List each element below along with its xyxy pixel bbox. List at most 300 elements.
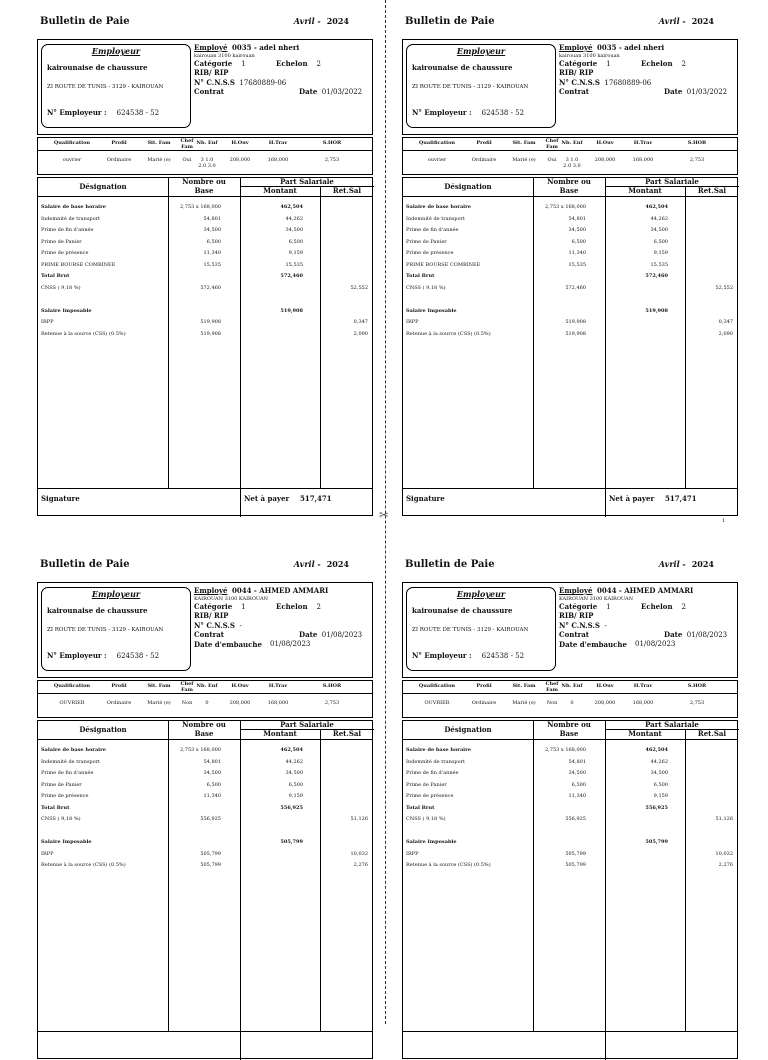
qual-value: 2,753 — [689, 700, 705, 706]
employer-address: ZI ROUTE DE TUNIS - 3129 - KAIROUAN — [47, 84, 164, 90]
employee-echelon: 2 — [681, 59, 686, 68]
pay-line-ret: 0,347 — [718, 319, 733, 325]
qual-value: OUVRIER — [424, 700, 450, 706]
pay-line-label: Total Brut — [406, 804, 435, 811]
qual-value: 208,000 — [229, 700, 251, 706]
pay-line-label: Retenue à la source (CSS) (0.5%) — [406, 862, 491, 868]
pay-line — [41, 250, 371, 258]
pay-line-label: PRIME BOURSE COMBINEE — [41, 261, 116, 268]
employer-label: Employeur — [91, 589, 141, 599]
pay-line-label: Prime de Panier — [406, 781, 447, 788]
pay-line-base: 54,801 — [568, 758, 586, 765]
employee-category: 1 — [606, 59, 611, 68]
qual-header: H.Ouv — [231, 140, 249, 146]
pay-line-label: Indemnité de transport — [406, 215, 465, 222]
pay-line-label: IRPP — [41, 850, 54, 857]
pay-line-montant: 15,535 — [285, 261, 303, 268]
signature-label: Signature — [41, 494, 80, 503]
employer-number: N° Employeur : 624538 - 52 — [47, 108, 160, 117]
pay-line-base: 34,500 — [568, 770, 586, 776]
pay-line — [41, 828, 371, 836]
qual-header: Profil — [476, 683, 492, 689]
qual-value: Oui — [182, 157, 192, 163]
pay-line — [406, 250, 736, 258]
pay-line-montant: 15,535 — [650, 261, 668, 268]
employer-number: N° Employeur : 624538 - 52 — [47, 651, 160, 660]
pay-line-label: IRPP — [41, 319, 54, 325]
col-designation: Désignation — [444, 725, 492, 734]
pay-line-base: 54,801 — [203, 215, 221, 222]
employee-address: KAIROUAN 3100 KAIROUAN — [194, 595, 268, 602]
employee-address: kairouan 3100 kairouan — [559, 52, 620, 59]
col-nombre: Nombre ou — [182, 720, 226, 729]
pay-line-base: 54,801 — [203, 758, 221, 765]
net-label: Net à payer — [609, 494, 655, 503]
pay-line-montant: 462,504 — [280, 204, 303, 210]
employee-echelon: 2 — [316, 59, 321, 68]
employer-address: ZI ROUTE DE TUNIS - 3129 - KAIROUAN — [412, 627, 529, 633]
pay-line-base: 34,500 — [203, 770, 221, 776]
payslip — [402, 12, 738, 512]
pay-line-ret: 52,552 — [715, 284, 733, 291]
pay-line — [41, 782, 371, 790]
pay-line-label: Salaire de base horaire — [406, 747, 471, 753]
col-designation: Désignation — [79, 182, 127, 191]
pay-line — [406, 816, 736, 824]
pay-line-label: Salaire de base horaire — [406, 204, 471, 210]
col-designation: Désignation — [444, 182, 492, 191]
employee-cnss: 17680889-06 — [239, 78, 287, 87]
pay-line-ret: 2,090 — [718, 330, 733, 337]
qual-header: Sit. Fam — [512, 683, 536, 689]
pay-line-ret: 0,347 — [353, 319, 368, 325]
employee-info: Employé 0035 - adel nheri kairouan 3100 kairouan Catégorie 1 Echelon 2 RIB/ RIP N° C.N.S.S 17680889-06 Contrat Date 01/03/2022 — [559, 43, 728, 96]
pay-line-base: 15,535 — [568, 261, 586, 268]
col-montant: Montant — [628, 729, 662, 738]
pay-line — [406, 839, 736, 847]
pay-line-ret: 2,276 — [718, 862, 733, 868]
pay-line-montant: 572,460 — [645, 273, 668, 279]
pay-line — [41, 216, 371, 224]
col-nombre: Nombre ou — [547, 720, 591, 729]
qualification-table — [402, 680, 738, 718]
employee-echelon: 2 — [316, 602, 321, 611]
employee-label: Employé — [559, 43, 593, 52]
employee-cnss: - — [239, 621, 242, 630]
pay-line-montant: 6,500 — [653, 781, 668, 788]
pay-line-label: Total Brut — [41, 273, 70, 279]
pay-line-ret: 2,276 — [353, 862, 368, 868]
pay-line-label: Prime de Panier — [41, 781, 82, 788]
employee-info: Employé 0044 - AHMED AMMARI KAIROUAN 3100 KAIROUAN Catégorie 1 Echelon 2 RIB/ RIP N° C.N.S.S - Contrat Date 01/08/2023 Date d'embauche 01/08/2023 — [194, 586, 363, 649]
qual-header: Sit. Fam — [147, 683, 171, 689]
qual-value: 3 1.0 2.0 3.0 — [563, 157, 581, 169]
rib-label: RIB/ RIP — [194, 611, 229, 620]
qual-header: H.Trav — [268, 683, 288, 689]
pay-line-label: Prime de fin d'année — [41, 770, 94, 776]
qual-value: Ordinaire — [106, 157, 132, 163]
qual-header: Chef Fam — [180, 138, 194, 150]
pay-line-base: 6,500 — [206, 238, 221, 245]
col-ret-sal: Ret.Sal — [697, 186, 727, 195]
pay-line-base: 505,799 — [565, 850, 586, 857]
pay-line — [41, 839, 371, 847]
qualification-table — [37, 137, 373, 175]
col-ret-sal: Ret.Sal — [332, 186, 362, 195]
qual-value: Non — [546, 700, 558, 706]
pay-line — [406, 747, 736, 755]
col-base: Base — [559, 186, 579, 195]
pay-line-montant: 462,504 — [645, 204, 668, 210]
pay-line-label: Prime de présence — [41, 793, 89, 799]
pay-line — [41, 770, 371, 778]
pay-line-montant: 44,262 — [285, 758, 303, 765]
pay-line — [406, 759, 736, 767]
qualification-table — [402, 137, 738, 175]
pay-line — [41, 793, 371, 801]
pay-line — [406, 204, 736, 212]
pay-line — [41, 862, 371, 870]
pay-line-label: Indemnité de transport — [406, 758, 465, 765]
qual-value: Non — [181, 700, 193, 706]
pay-line-label: Salaire de base horaire — [41, 747, 106, 753]
employer-label: Employeur — [456, 46, 506, 56]
col-montant: Montant — [628, 186, 662, 195]
col-part-salariale: Part Salariale — [280, 177, 334, 186]
col-ret-sal: Ret.Sal — [697, 729, 727, 738]
employer-label: Employeur — [91, 46, 141, 56]
pay-line-label: CNSS ( 9,18 %) — [41, 284, 81, 291]
pay-line-label: Prime de fin d'année — [41, 227, 94, 233]
pay-line — [41, 747, 371, 755]
pay-line — [406, 285, 736, 293]
payslip — [37, 555, 373, 1055]
employer-name: kairounaise de chaussure — [412, 606, 513, 615]
qual-value: 3 1.0 2.0 3.0 — [198, 157, 216, 169]
pay-line — [406, 851, 736, 859]
qual-value: Ordinaire — [106, 700, 132, 706]
qual-header: H.Trav — [633, 140, 653, 146]
pay-line — [406, 296, 736, 304]
hire-date: 01/08/2023 — [270, 639, 311, 648]
employer-name: kairounaise de chaussure — [47, 63, 148, 72]
pay-period: Avril - 2024 — [293, 16, 349, 26]
employer-number: N° Employeur : 624538 - 52 — [412, 651, 525, 660]
qual-value: 0 — [570, 700, 574, 706]
qual-header: Chef Fam — [545, 681, 559, 693]
qual-header: S.HOR — [322, 683, 342, 689]
pay-line — [406, 239, 736, 247]
employee-address: KAIROUAN 3100 KAIROUAN — [559, 595, 633, 602]
pay-line-ret: 10,032 — [350, 850, 368, 857]
pay-line-montant: 462,504 — [645, 747, 668, 753]
pay-line-montant: 34,500 — [285, 770, 303, 776]
pay-line-montant: 505,799 — [280, 839, 303, 845]
pay-line — [41, 319, 371, 327]
pay-period: Avril - 2024 — [658, 559, 714, 569]
col-nombre: Nombre ou — [547, 177, 591, 186]
pay-line-base: 34,500 — [203, 227, 221, 233]
employee-cnss: 17680889-06 — [604, 78, 652, 87]
pay-line-montant: 519,908 — [645, 307, 668, 314]
employee-id-name: 0044 - AHMED AMMARI — [596, 586, 694, 595]
pay-line-base: 519,908 — [565, 319, 586, 325]
rib-label: RIB/ RIP — [559, 611, 594, 620]
pay-line-base: 34,500 — [568, 227, 586, 233]
qual-header: Nb. Enf — [561, 683, 583, 689]
pay-line-label: Indemnité de transport — [41, 215, 100, 222]
slip-title: Bulletin de Paie — [405, 16, 495, 27]
pay-line — [41, 239, 371, 247]
pay-line-base: 11,340 — [568, 250, 586, 256]
col-part-salariale: Part Salariale — [645, 720, 699, 729]
pay-line-base: 505,799 — [200, 850, 221, 857]
pay-line-label: Prime de Panier — [41, 238, 82, 245]
pay-line-montant: 44,262 — [650, 758, 668, 765]
pay-line — [406, 805, 736, 813]
pay-line-base: 11,340 — [203, 793, 221, 799]
qual-value: ouvrier — [427, 157, 447, 163]
col-part-salariale: Part Salariale — [280, 720, 334, 729]
pay-line-base: 2,753 x 168,000 — [180, 204, 221, 210]
pay-line-label: Prime de présence — [41, 250, 89, 256]
pay-line-ret: 52,552 — [350, 284, 368, 291]
pay-line-base: 505,799 — [200, 862, 221, 868]
qual-value: 2,753 — [689, 157, 705, 163]
pay-line-base: 6,500 — [206, 781, 221, 788]
pay-line — [41, 227, 371, 235]
pay-line-label: Prime de fin d'année — [406, 770, 459, 776]
pay-line-label: Total Brut — [41, 804, 70, 811]
col-base: Base — [559, 729, 579, 738]
pay-line-label: Total Brut — [406, 273, 435, 279]
qual-value: Oui — [547, 157, 557, 163]
employer-name: kairounaise de chaussure — [47, 606, 148, 615]
pay-line — [406, 262, 736, 270]
qual-header: Sit. Fam — [512, 140, 536, 146]
qual-header: Qualification — [418, 683, 456, 689]
employer-name: kairounaise de chaussure — [412, 63, 513, 72]
pay-line-base: 519,908 — [200, 319, 221, 325]
qual-value: 2,753 — [324, 700, 340, 706]
pay-line-montant: 9,159 — [653, 250, 668, 256]
pay-line-ret: 10,032 — [715, 850, 733, 857]
qual-header: Nb. Enf — [196, 140, 218, 146]
employer-label: Employeur — [456, 589, 506, 599]
col-montant: Montant — [263, 729, 297, 738]
qual-value: Ordinaire — [471, 700, 497, 706]
header-box — [37, 582, 373, 678]
pay-line-label: Retenue à la source (CSS) (0.5%) — [406, 330, 491, 337]
pay-line-label: Salaire Imposable — [41, 839, 92, 845]
pay-line — [406, 331, 736, 339]
qual-value: 208,000 — [229, 157, 251, 163]
employee-label: Employé — [559, 586, 593, 595]
pay-line — [41, 273, 371, 281]
employee-label: Employé — [194, 43, 228, 52]
pay-line-montant: 34,500 — [650, 227, 668, 233]
qual-value: Marié (e) — [147, 157, 171, 163]
pay-line-ret: 51,126 — [715, 816, 733, 822]
pay-line-label: CNSS ( 9,18 %) — [406, 284, 446, 291]
pay-line-montant: 9,159 — [653, 793, 668, 799]
pay-line-label: Salaire Imposable — [406, 839, 457, 845]
pay-line — [41, 331, 371, 339]
pay-lines-table — [37, 720, 373, 1059]
pay-line — [406, 319, 736, 327]
employer-box — [406, 587, 556, 671]
employee-info: Employé 0035 - adel nheri kairouan 3100 kairouan Catégorie 1 Echelon 2 RIB/ RIP N° C.N.S.S 17680889-06 Contrat Date 01/03/2022 — [194, 43, 363, 96]
pay-line-label: CNSS ( 9,18 %) — [41, 816, 81, 822]
employee-id-name: 0035 - adel nheri — [231, 43, 300, 52]
signature-label: Signature — [406, 494, 445, 503]
pay-line-base: 572,460 — [565, 284, 586, 291]
pay-line-montant: 556,925 — [280, 804, 303, 811]
pay-line-montant: 9,159 — [288, 793, 303, 799]
pay-line-label: Prime de fin d'année — [406, 227, 459, 233]
qual-value: ouvrier — [62, 157, 82, 163]
pay-line — [406, 793, 736, 801]
header-box — [402, 39, 738, 135]
qual-value: 168,000 — [267, 700, 289, 706]
col-base: Base — [194, 729, 214, 738]
pay-line-base: 519,908 — [200, 330, 221, 337]
contract-date: 01/03/2022 — [686, 88, 728, 96]
payslip — [402, 555, 738, 1055]
qual-header: Qualification — [418, 140, 456, 146]
pay-line-label: Indemnité de transport — [41, 758, 100, 765]
pay-line-base: 2,753 x 168,000 — [180, 747, 221, 753]
qual-header: Sit. Fam — [147, 140, 171, 146]
qual-header: H.Trav — [268, 140, 288, 146]
pay-lines-table — [402, 720, 738, 1059]
qual-header: Profil — [476, 140, 492, 146]
col-designation: Désignation — [79, 725, 127, 734]
pay-line-label: Salaire de base horaire — [41, 204, 106, 210]
payslip — [37, 12, 373, 512]
employer-address: ZI ROUTE DE TUNIS - 3129 - KAIROUAN — [47, 627, 164, 633]
qual-header: Nb. Enf — [196, 683, 218, 689]
pay-line-label: Prime de présence — [406, 793, 454, 799]
qual-header: Nb. Enf — [561, 140, 583, 146]
pay-line-label: CNSS ( 9,18 %) — [406, 816, 446, 822]
employee-label: Employé — [194, 586, 228, 595]
scissors-icon: ✂ — [379, 508, 390, 522]
pay-line — [41, 816, 371, 824]
employer-number: N° Employeur : 624538 - 52 — [412, 108, 525, 117]
pay-line — [406, 782, 736, 790]
pay-line — [41, 296, 371, 304]
employee-id-name: 0044 - AHMED AMMARI — [231, 586, 329, 595]
pay-line-montant: 44,262 — [285, 215, 303, 222]
pay-line-montant: 6,500 — [288, 781, 303, 788]
pay-line-label: Prime de présence — [406, 250, 454, 256]
qual-header: Qualification — [53, 140, 91, 146]
qual-value: 2,753 — [324, 157, 340, 163]
pay-line-base: 6,500 — [571, 238, 586, 245]
page-number: 1 — [722, 518, 726, 524]
pay-line-montant: 462,504 — [280, 747, 303, 753]
hire-date: 01/08/2023 — [635, 639, 676, 648]
pay-line-montant: 34,500 — [285, 227, 303, 233]
col-montant: Montant — [263, 186, 297, 195]
pay-line — [41, 759, 371, 767]
pay-line-label: Retenue à la source (CSS) (0.5%) — [41, 330, 126, 337]
qual-header: Profil — [111, 683, 127, 689]
pay-line-label: Retenue à la source (CSS) (0.5%) — [41, 862, 126, 868]
employer-box — [406, 44, 556, 128]
employee-echelon: 2 — [681, 602, 686, 611]
pay-line — [406, 216, 736, 224]
pay-line-base: 6,500 — [571, 781, 586, 788]
employee-info: Employé 0044 - AHMED AMMARI KAIROUAN 3100 KAIROUAN Catégorie 1 Echelon 2 RIB/ RIP N° C.N.S.S - Contrat Date 01/08/2023 Date d'embauche 01/08/2023 — [559, 586, 728, 649]
qual-header: H.Ouv — [596, 140, 614, 146]
pay-line — [41, 851, 371, 859]
pay-line — [406, 770, 736, 778]
pay-period: Avril - 2024 — [658, 16, 714, 26]
rib-label: RIB/ RIP — [559, 68, 594, 77]
pay-line-label: Salaire Imposable — [406, 307, 457, 314]
pay-line-base: 2,753 x 168,000 — [545, 747, 586, 753]
net-amount: 517,471 — [300, 494, 332, 503]
net-label: Net à payer — [244, 494, 290, 503]
qualification-table — [37, 680, 373, 718]
pay-line — [406, 862, 736, 870]
pay-lines-table — [402, 177, 738, 516]
pay-line-base: 11,340 — [203, 250, 221, 256]
qual-header: S.HOR — [322, 140, 342, 146]
pay-line-label: PRIME BOURSE COMBINEE — [406, 261, 481, 268]
employee-address: kairouan 3100 kairouan — [194, 52, 255, 59]
pay-line — [41, 805, 371, 813]
contract-date: 01/08/2023 — [686, 631, 728, 639]
employer-address: ZI ROUTE DE TUNIS - 3129 - KAIROUAN — [412, 84, 529, 90]
pay-line-montant: 44,262 — [650, 215, 668, 222]
pay-line — [406, 227, 736, 235]
qual-value: 0 — [205, 700, 209, 706]
contract-date: 01/03/2022 — [321, 88, 363, 96]
employee-id-name: 0035 - adel nheri — [596, 43, 665, 52]
qual-value: 168,000 — [632, 157, 654, 163]
pay-line-montant: 505,799 — [645, 839, 668, 845]
pay-line — [406, 828, 736, 836]
qual-value: 208,000 — [594, 700, 616, 706]
pay-line-base: 2,753 x 168,000 — [545, 204, 586, 210]
pay-line — [41, 262, 371, 270]
pay-line-base: 54,801 — [568, 215, 586, 222]
pay-line-base: 556,925 — [565, 816, 586, 822]
col-nombre: Nombre ou — [182, 177, 226, 186]
pay-line-base: 11,340 — [568, 793, 586, 799]
qual-value: Marié (e) — [147, 700, 171, 706]
pay-period: Avril - 2024 — [293, 559, 349, 569]
qual-value: Marié (e) — [512, 157, 536, 163]
qual-value: Ordinaire — [471, 157, 497, 163]
pay-line — [406, 273, 736, 281]
employee-cnss: - — [604, 621, 607, 630]
pay-line-base: 15,535 — [203, 261, 221, 268]
pay-line-montant: 556,925 — [645, 804, 668, 811]
pay-line-montant: 6,500 — [653, 238, 668, 245]
header-box — [402, 582, 738, 678]
pay-line-ret: 51,126 — [350, 816, 368, 822]
qual-header: H.Ouv — [231, 683, 249, 689]
slip-title: Bulletin de Paie — [40, 559, 130, 570]
pay-line — [406, 308, 736, 316]
pay-line-montant: 519,908 — [280, 307, 303, 314]
pay-lines-table — [37, 177, 373, 516]
pay-line-base: 572,460 — [200, 284, 221, 291]
